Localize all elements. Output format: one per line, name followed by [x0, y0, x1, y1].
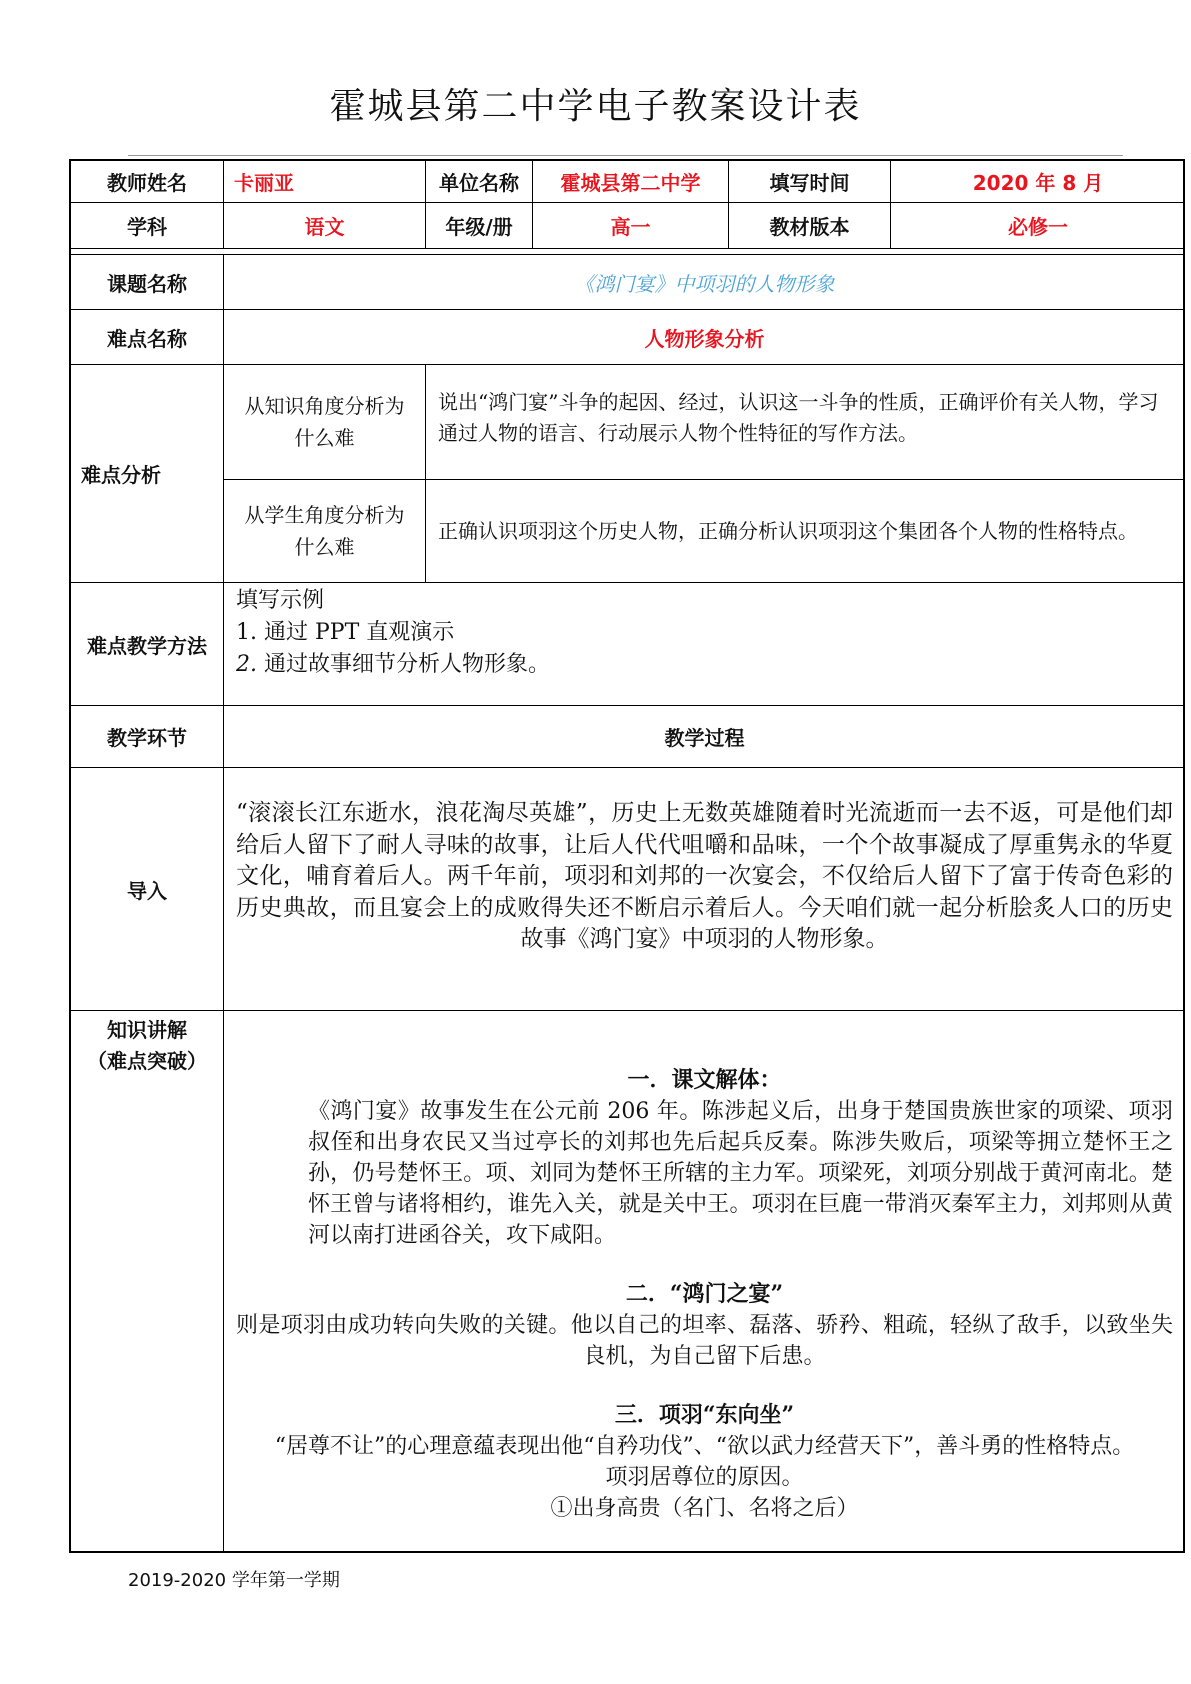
unit-name-label: 单位名称: [426, 161, 533, 203]
knowledge-label-text: [87, 1011, 207, 1077]
fill-date-value: 2020 年 8 月: [891, 161, 1185, 203]
topic-value: 《鸿门宴》中项羽的人物形象: [224, 255, 1185, 310]
method-line-1: 1. 通过 PPT 直观演示: [236, 620, 455, 645]
teaching-process-label: 教学过程: [224, 706, 1185, 768]
section-3-line-3: ①出身高贵（名门、名将之后）: [550, 1496, 859, 1521]
subject-label: 学科: [71, 203, 224, 249]
section-2-heading: 二．“鸿门之宴”: [625, 1281, 784, 1307]
method-line-2-number: 2.: [236, 652, 257, 677]
knowledge-label-line-2: （难点突破）: [87, 1049, 207, 1073]
student-angle-label: 从学生角度分析为什么难: [224, 480, 426, 583]
intro-text: “滚滚长江东逝水，浪花淘尽英雄”，历史上无数英雄随着时光流逝而一去不返，可是他们却给后人留下了耐人寻味的故事，让后人代代咀嚼和品味，一个个故事凝成了厚重隽永的华夏文化，哺育着后人。两千年前，项羽和刘邦的一次宴会，不仅给后人留下了富于传奇色彩的历史典故，而且宴会上的成败得失还不断启示着后人。今天咱们就一起分析脍炙人口的历史故事《鸿门宴》中项羽的人物形象。: [224, 768, 1185, 1011]
grade-value: 高一: [533, 203, 729, 249]
title-divider: [128, 155, 1123, 156]
method-line-2-text: 通过故事细节分析人物形象。: [257, 652, 550, 677]
edition-label: 教材版本: [729, 203, 891, 249]
section-1-text: 《鸿门宴》故事发生在公元前 206 年。陈涉起义后，出身于楚国贵族世家的项梁、项羽叔侄和出身农民又当过亭长的刘邦也先后起兵反秦。陈涉失败后，项梁等拥立楚怀王之孙，仍号楚怀王。项、刘同为楚怀王所辖的主力军。项梁死，刘项分别战于黄河南北。楚怀王曾与诸将相约，谁先入关，就是关中王。项羽在巨鹿一带消灭秦军主力，刘邦则从黄河以南打进函谷关，攻下咸阳。: [308, 1099, 1173, 1248]
section-1-heading: 一．课文解体：: [627, 1067, 782, 1093]
knowledge-label-line-1: 知识讲解: [107, 1018, 187, 1042]
student-angle-text: 正确认识项羽这个历史人物，正确分析认识项羽这个集团各个人物的性格特点。: [426, 480, 1185, 583]
intro-label: 导入: [71, 768, 224, 1011]
method-content: [224, 583, 1185, 706]
grade-label: 年级/册: [426, 203, 533, 249]
section-3-text: “居尊不让”的心理意蕴表现出他“自矜功伐”、“欲以武力经营天下”，善斗勇的性格特点。: [274, 1434, 1135, 1459]
subject-value: 语文: [224, 203, 426, 249]
section-3-line-2: 项羽居尊位的原因。: [605, 1465, 804, 1490]
page-title: 霍城县第二中学电子教案设计表: [329, 86, 862, 127]
method-label: 难点教学方法: [71, 583, 224, 706]
section-2-text: 则是项羽由成功转向失败的关键。他以自己的坦率、磊落、骄矜、粗疏，轻纵了敌手，以致坐失良机，为自己留下后患。: [236, 1313, 1173, 1369]
topic-label: 课题名称: [71, 255, 224, 310]
teaching-stage-label: 教学环节: [71, 706, 224, 768]
knowledge-label: [71, 1011, 224, 1553]
difficulty-label: 难点名称: [71, 310, 224, 365]
knowledge-angle-label: 从知识角度分析为什么难: [224, 365, 426, 480]
teacher-name-value: 卡丽亚: [224, 161, 426, 203]
section-3-heading: 三．项羽“东向坐”: [614, 1402, 795, 1428]
difficulty-value: 人物形象分析: [224, 310, 1185, 365]
unit-name-value: 霍城县第二中学: [533, 161, 729, 203]
edition-value: 必修一: [891, 203, 1185, 249]
lesson-plan-table: [69, 159, 1185, 1553]
analysis-label: 难点分析: [71, 365, 224, 583]
fill-date-label: 填写时间: [729, 161, 891, 203]
method-line-0: 填写示例: [236, 588, 325, 613]
page-footer: 2019-2020 学年第一学期: [128, 1570, 340, 1591]
knowledge-angle-text: 说出“鸿门宴”斗争的起因、经过，认识这一斗争的性质，正确评价有关人物，学习通过人物的语言、行动展示人物个性特征的写作方法。: [426, 365, 1185, 480]
knowledge-content: [224, 1011, 1185, 1553]
method-line-2: [236, 649, 550, 681]
teacher-name-label: 教师姓名: [71, 161, 224, 203]
